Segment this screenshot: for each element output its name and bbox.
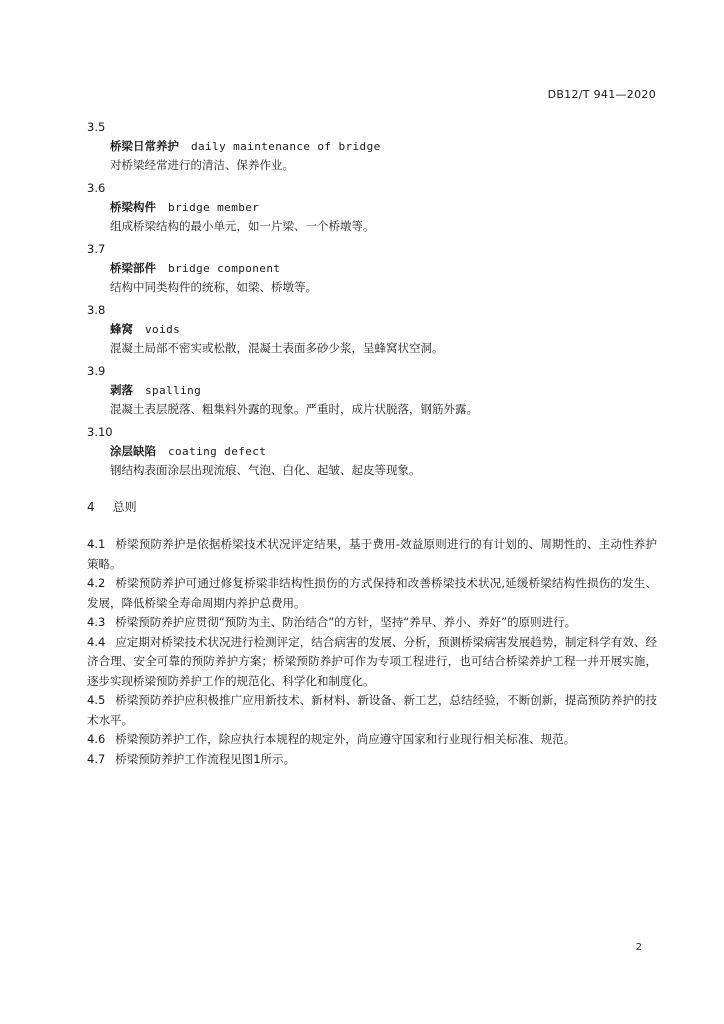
term-number: 3.9	[87, 364, 106, 378]
term-english: daily maintenance of bridge	[191, 140, 381, 153]
clause-text: 桥梁预防养护是依据桥梁技术状况评定结果，基于费用-效益原则进行的有计划的、周期性的、主动性养护策略。	[87, 537, 657, 571]
term-definition: 对桥梁经常进行的清洁、保养作业。	[110, 158, 294, 172]
clause-number: 4.7	[87, 751, 106, 766]
term-english: voids	[145, 323, 181, 336]
term-entry	[87, 240, 657, 297]
term-chinese: 桥梁日常养护	[110, 139, 179, 153]
page-number: 2	[635, 942, 642, 953]
term-heading	[87, 259, 657, 278]
clause-number: 4.2	[87, 576, 106, 590]
term-number: 3.8	[87, 303, 106, 317]
clause-paragraph	[87, 613, 657, 633]
term-english: bridge member	[168, 201, 260, 214]
clause-number: 4.4	[87, 634, 106, 649]
term-definition: 混凝土局部不密实或松散，混凝土表面多砂少浆，呈蜂窝状空洞。	[110, 341, 444, 355]
clause-text: 桥梁预防养护工作流程见图1所示。	[115, 751, 296, 766]
term-definition: 组成桥梁结构的最小单元，如一片梁、一个桥墩等。	[110, 219, 375, 233]
clause-number: 4.3	[87, 615, 106, 629]
section-number: 4	[87, 500, 95, 514]
term-number: 3.10	[87, 425, 113, 439]
term-definition: 结构中同类构件的统称，如梁、桥墩等。	[110, 280, 317, 294]
clause-number: 4.6	[87, 732, 106, 746]
section-title: 总则	[112, 500, 137, 514]
clause-text: 应定期对桥梁技术状况进行检测评定，结合病害的发展、分析，预测桥梁病害发展趋势，制定科学有效、经济合理、安全可靠的预防养护方案；桥梁预防养护可作为专项工程进行，也可结合桥梁养护工程一并开展实施，逐步实现桥梁预防养护工作的规范化、科学化和制度化。	[87, 634, 657, 688]
term-english: bridge component	[168, 262, 281, 275]
document-body	[87, 118, 657, 769]
term-english: spalling	[145, 384, 202, 397]
term-entry	[87, 118, 657, 175]
term-chinese: 涂层缺陷	[110, 444, 156, 458]
clause-text: 桥梁预防养护可通过修复桥梁非结构性损伤的方式保持和改善桥梁技术状况,延缓桥梁结构性损伤的发生、发展，降低桥梁全寿命周期内养护总费用。	[87, 576, 657, 610]
term-chinese: 桥梁构件	[110, 200, 156, 214]
term-entry	[87, 179, 657, 236]
clause-paragraph	[87, 633, 657, 692]
term-entry	[87, 301, 657, 358]
term-number: 3.7	[87, 242, 106, 256]
term-entry	[87, 423, 657, 480]
term-definition: 钢结构表面涂层出现流痕、气泡、白化、起皱、起皮等现象。	[110, 463, 421, 477]
term-number: 3.6	[87, 181, 106, 195]
clause-text: 桥梁预防养护应积极推广应用新技术、新材料、新设备、新工艺，总结经验，不断创新，提高预防养护的技术水平。	[87, 693, 657, 727]
clause-paragraph	[87, 574, 657, 613]
term-chinese: 剥落	[110, 383, 133, 397]
term-number: 3.5	[87, 120, 106, 134]
term-heading	[87, 381, 657, 400]
clause-text: 桥梁预防养护应贯彻“预防为主、防治结合”的方针，坚持“养早、养小、养好”的原则进行。	[115, 615, 577, 629]
clause-paragraph	[87, 750, 657, 770]
term-heading	[87, 198, 657, 217]
clause-paragraph	[87, 730, 657, 750]
term-chinese: 桥梁部件	[110, 261, 156, 275]
term-english: coating defect	[168, 445, 267, 458]
term-heading	[87, 442, 657, 461]
document-code: DB12/T 941—2020	[547, 88, 656, 101]
term-definition: 混凝土表层脱落、粗集料外露的现象。严重时，成片状脱落，钢筋外露。	[110, 402, 478, 416]
clause-paragraph	[87, 691, 657, 730]
term-entry	[87, 362, 657, 419]
section-heading	[87, 498, 657, 517]
clause-text: 桥梁预防养护工作，除应执行本规程的规定外，尚应遵守国家和行业现行相关标准、规范。	[115, 732, 576, 746]
clause-number: 4.1	[87, 537, 106, 551]
term-heading	[87, 137, 657, 156]
clause-paragraph	[87, 535, 657, 574]
term-chinese: 蜂窝	[110, 322, 133, 336]
term-heading	[87, 320, 657, 339]
clause-number: 4.5	[87, 693, 106, 707]
